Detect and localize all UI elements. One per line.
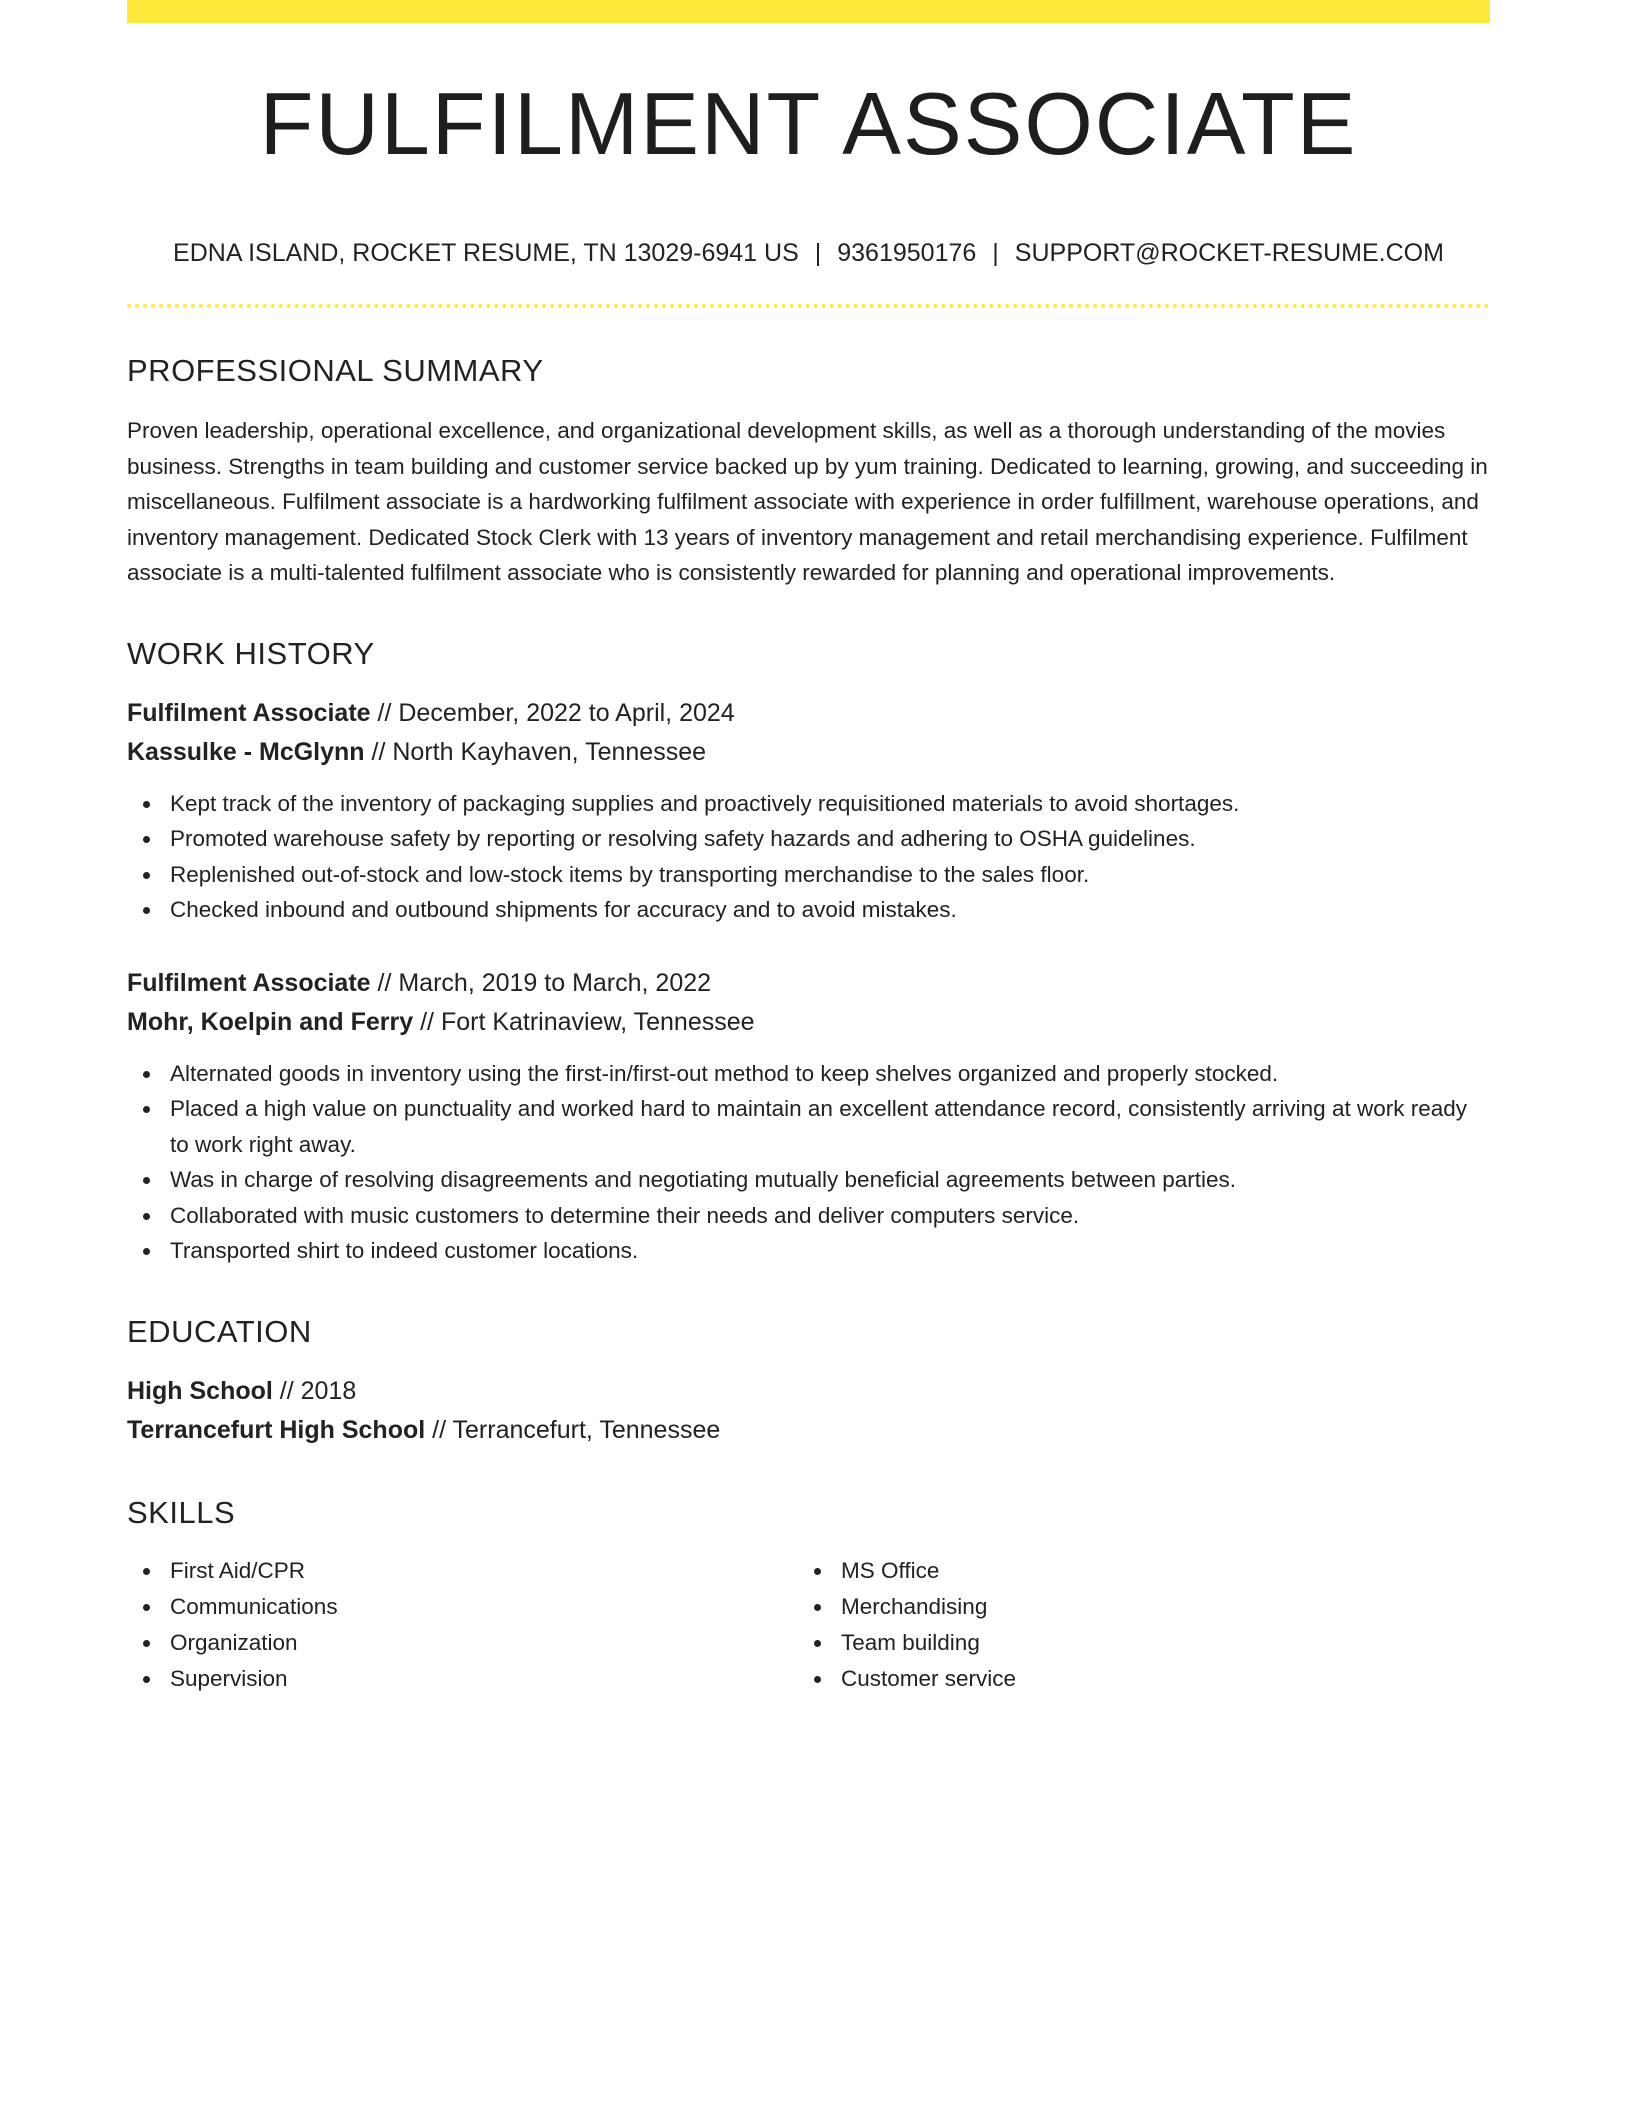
education-year: // 2018 xyxy=(272,1377,357,1406)
job-entry xyxy=(127,694,1490,928)
job-bullets xyxy=(127,786,1490,928)
contact-separator: | xyxy=(814,239,822,267)
skill-item: MS Office xyxy=(798,1553,1469,1589)
resume-name: FULFILMENT ASSOCIATE xyxy=(259,74,1358,173)
job-company: Kassulke - McGlynn xyxy=(127,737,365,766)
contact-address: EDNA ISLAND, ROCKET RESUME, TN 13029-6941 US xyxy=(173,239,799,267)
summary-section xyxy=(127,352,1490,591)
job-company-line xyxy=(127,1003,1490,1042)
education-section xyxy=(127,1313,1490,1450)
contact-line xyxy=(127,238,1490,268)
list-item: Kept track of the inventory of packaging supplies and proactively requisitioned materials to avoid shortages. xyxy=(127,786,1490,822)
work-history-section xyxy=(127,635,1490,1269)
contact-phone: 9361950176 xyxy=(837,239,977,267)
list-item: Transported shirt to indeed customer locations. xyxy=(127,1233,1490,1269)
job-entry xyxy=(127,964,1490,1269)
list-item: Promoted warehouse safety by reporting or resolving safety hazards and adhering to OSHA guidelines. xyxy=(127,821,1490,857)
skill-item: Communications xyxy=(127,1589,798,1625)
list-item: Collaborated with music customers to determine their needs and deliver computers service. xyxy=(127,1198,1490,1234)
accent-top-bar xyxy=(127,0,1490,23)
job-company-line xyxy=(127,733,1490,772)
skills-column-left xyxy=(127,1553,798,1697)
education-school: Terrancefurt High School xyxy=(127,1416,426,1445)
contact-separator: | xyxy=(992,239,999,267)
job-bullets xyxy=(127,1056,1490,1269)
job-role: Fulfilment Associate xyxy=(127,698,371,727)
skills-column-right xyxy=(798,1553,1469,1697)
list-item: Alternated goods in inventory using the first-in/first-out method to keep shelves organized and properly stocked. xyxy=(127,1056,1490,1092)
list-item: Checked inbound and outbound shipments for accuracy and to avoid mistakes. xyxy=(127,892,1490,928)
skills-section xyxy=(127,1494,1490,1697)
education-degree: High School xyxy=(127,1377,273,1406)
job-title-line xyxy=(127,964,1490,1003)
skill-item: First Aid/CPR xyxy=(127,1553,798,1589)
skills-columns xyxy=(127,1553,1490,1697)
dotted-divider xyxy=(127,304,1490,308)
job-dates: // December, 2022 to April, 2024 xyxy=(370,698,735,727)
skill-item: Supervision xyxy=(127,1661,798,1697)
job-location: // North Kayhaven, Tennessee xyxy=(364,737,706,766)
skill-item: Team building xyxy=(798,1625,1469,1661)
list-item: Placed a high value on punctuality and worked hard to maintain an excellent attendance record, consistently arriving at work ready to work right away. xyxy=(127,1091,1490,1162)
section-title-skills: SKILLS xyxy=(127,1495,236,1531)
summary-text: Proven leadership, operational excellence, and organizational development skills, as well as a thorough understanding of the movies business. Strengths in team building and customer service backed up by yum training. Dedicated to learning, growing, and succeeding in miscellaneous. Fulfilment associate is a hardworking fulfilment associate with experience in order fulfillment, warehouse operations, and inventory management. Dedicated Stock Clerk with 13 years of inventory management and retail merchandising experience. Fulfilment associate is a multi-talented fulfilment associate who is consistently rewarded for planning and operational improvements. xyxy=(127,418,1488,586)
section-title-work-history: WORK HISTORY xyxy=(127,635,375,671)
resume-content xyxy=(127,352,1490,1697)
job-company: Mohr, Koelpin and Ferry xyxy=(127,1007,414,1036)
education-location: // Terrancefurt, Tennessee xyxy=(425,1416,721,1445)
section-title-summary: PROFESSIONAL SUMMARY xyxy=(127,353,544,388)
section-title-education: EDUCATION xyxy=(127,1313,312,1349)
education-school-line xyxy=(127,1411,1490,1450)
education-degree-line xyxy=(127,1372,1490,1411)
job-role: Fulfilment Associate xyxy=(127,968,371,997)
list-item: Was in charge of resolving disagreements and negotiating mutually beneficial agreements between parties. xyxy=(127,1162,1490,1198)
job-dates: // March, 2019 to March, 2022 xyxy=(370,968,712,997)
job-location: // Fort Katrinaview, Tennessee xyxy=(413,1007,755,1036)
education-entry xyxy=(127,1372,1490,1450)
skill-item: Merchandising xyxy=(798,1589,1469,1625)
contact-email: SUPPORT@ROCKET-RESUME.COM xyxy=(1014,239,1444,267)
skill-item: Customer service xyxy=(798,1661,1469,1697)
job-title-line xyxy=(127,694,1490,733)
skill-item: Organization xyxy=(127,1625,798,1661)
list-item: Replenished out-of-stock and low-stock items by transporting merchandise to the sales floor. xyxy=(127,857,1490,893)
